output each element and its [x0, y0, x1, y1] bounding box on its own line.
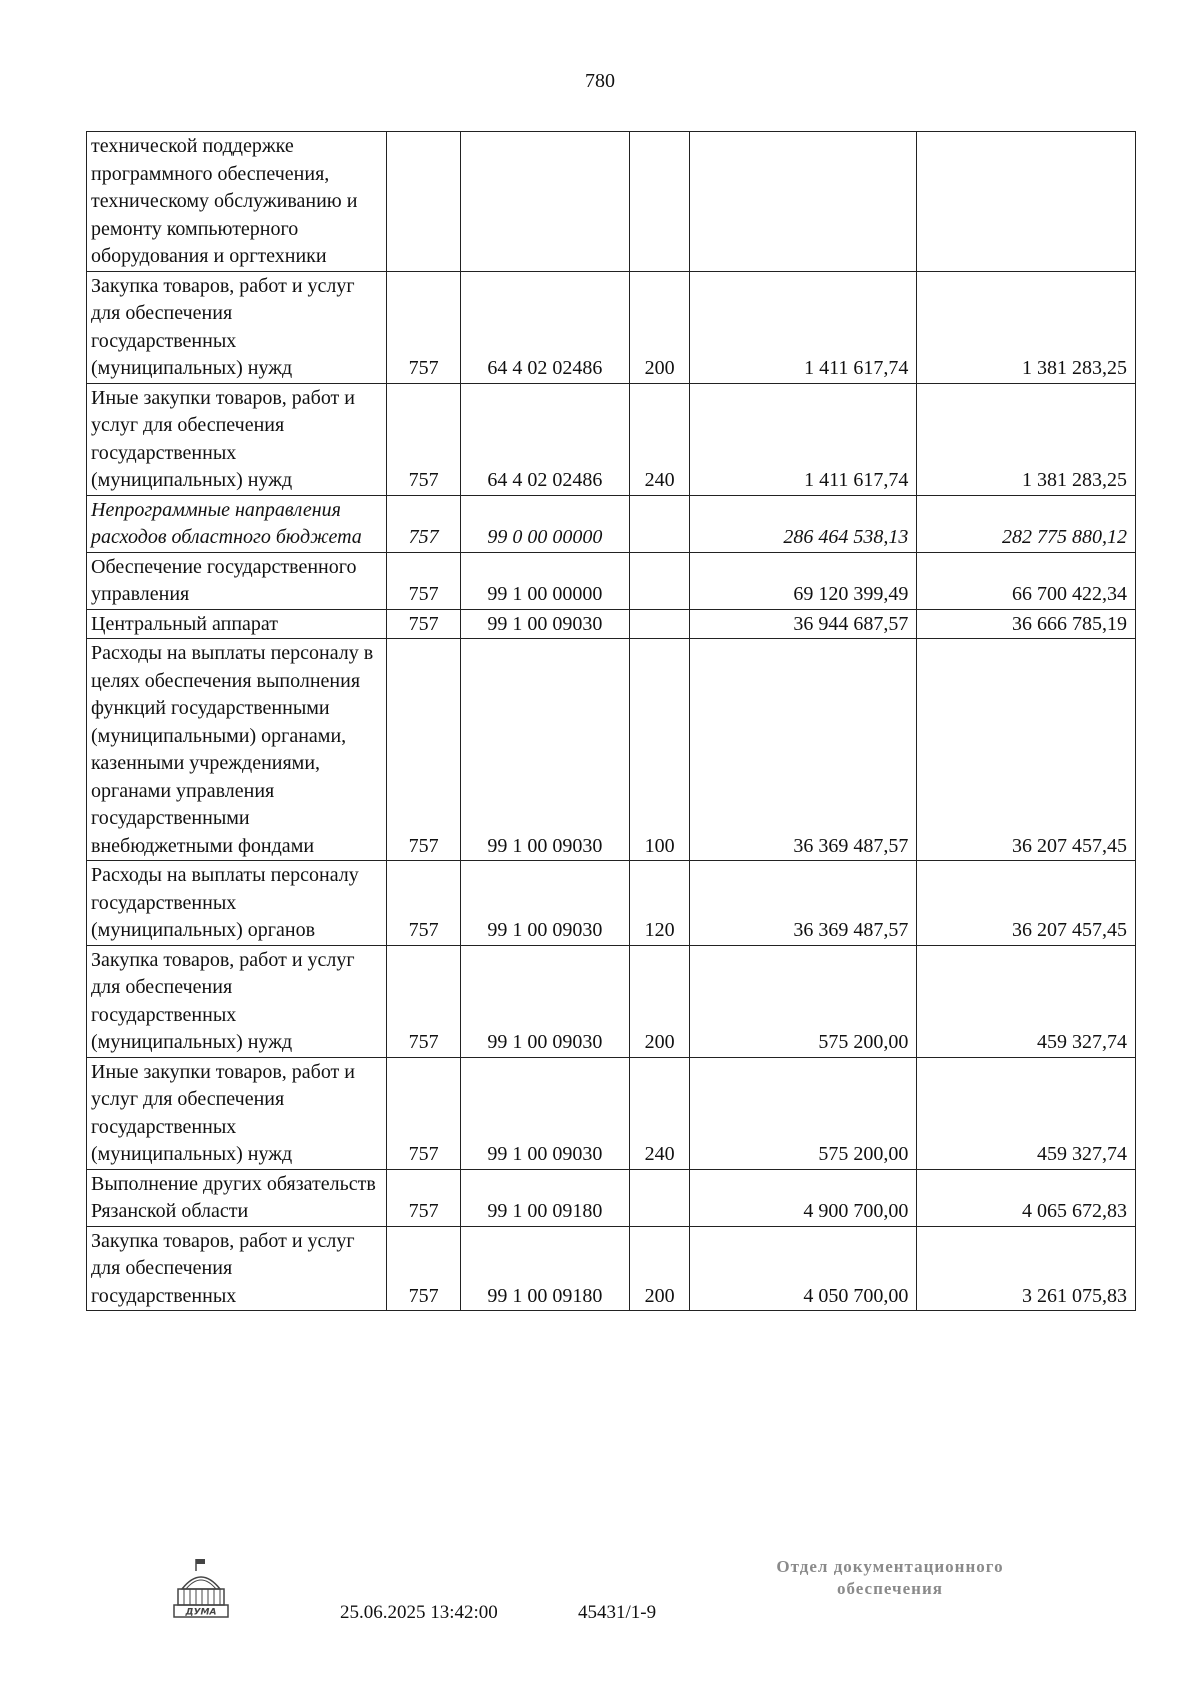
table-row [87, 132, 1136, 272]
row-sum-exec [917, 132, 1136, 272]
row-name: Непрограммные направления расходов областного бюджета [87, 495, 387, 552]
table-row [87, 383, 1136, 495]
row-vr: 240 [630, 383, 690, 495]
row-csr: 99 1 00 09030 [460, 1057, 629, 1169]
row-csr: 99 1 00 09180 [460, 1226, 629, 1311]
row-sum-plan [690, 132, 917, 272]
table-row [87, 1226, 1136, 1311]
row-sum-plan: 4 900 700,00 [690, 1169, 917, 1226]
budget-table [86, 131, 1136, 1311]
row-ved: 757 [387, 383, 460, 495]
table-row [87, 495, 1136, 552]
row-sum-plan: 575 200,00 [690, 1057, 917, 1169]
row-sum-exec: 3 261 075,83 [917, 1226, 1136, 1311]
department-stamp [750, 1556, 1030, 1600]
row-vr [630, 609, 690, 639]
row-name: Иные закупки товаров, работ и услуг для обеспечения государственных (муниципальных) нужд [87, 383, 387, 495]
row-sum-plan: 36 369 487,57 [690, 861, 917, 946]
row-csr: 99 1 00 09030 [460, 945, 629, 1057]
row-csr: 99 1 00 00000 [460, 552, 629, 609]
row-vr: 100 [630, 639, 690, 861]
row-sum-exec: 459 327,74 [917, 945, 1136, 1057]
row-vr [630, 495, 690, 552]
table-row [87, 639, 1136, 861]
row-name: Расходы на выплаты персоналу государственных (муниципальных) органов [87, 861, 387, 946]
row-sum-plan: 4 050 700,00 [690, 1226, 917, 1311]
row-sum-plan: 36 369 487,57 [690, 639, 917, 861]
row-name: Закупка товаров, работ и услуг для обеспечения государственных [87, 1226, 387, 1311]
row-csr: 64 4 02 02486 [460, 271, 629, 383]
row-vr: 200 [630, 1226, 690, 1311]
row-sum-plan: 69 120 399,49 [690, 552, 917, 609]
row-csr: 99 1 00 09030 [460, 639, 629, 861]
row-csr [460, 132, 629, 272]
row-ved: 757 [387, 1226, 460, 1311]
row-vr: 200 [630, 945, 690, 1057]
row-sum-plan: 36 944 687,57 [690, 609, 917, 639]
row-ved: 757 [387, 945, 460, 1057]
stamp-line-2: обеспечения [837, 1579, 943, 1598]
row-vr [630, 552, 690, 609]
row-sum-plan: 575 200,00 [690, 945, 917, 1057]
row-ved: 757 [387, 861, 460, 946]
row-name: Центральный аппарат [87, 609, 387, 639]
row-name: технической поддержке программного обеспечения, техническому обслуживанию и ремонту компьютерного оборудования и оргтехники [87, 132, 387, 272]
row-ved: 757 [387, 639, 460, 861]
row-sum-exec: 36 207 457,45 [917, 861, 1136, 946]
duma-emblem-icon [170, 1557, 232, 1619]
stamp-line-1: Отдел документационного [776, 1557, 1004, 1576]
row-name: Закупка товаров, работ и услуг для обеспечения государственных (муниципальных) нужд [87, 945, 387, 1057]
table-row [87, 1169, 1136, 1226]
row-csr: 99 1 00 09030 [460, 609, 629, 639]
table-row [87, 552, 1136, 609]
row-sum-exec: 1 381 283,25 [917, 271, 1136, 383]
row-sum-plan: 1 411 617,74 [690, 271, 917, 383]
row-sum-exec: 459 327,74 [917, 1057, 1136, 1169]
row-csr: 99 1 00 09030 [460, 861, 629, 946]
row-name: Иные закупки товаров, работ и услуг для обеспечения государственных (муниципальных) нужд [87, 1057, 387, 1169]
row-sum-plan: 286 464 538,13 [690, 495, 917, 552]
row-vr [630, 1169, 690, 1226]
row-vr [630, 132, 690, 272]
table-body [87, 132, 1136, 1311]
row-ved: 757 [387, 495, 460, 552]
row-csr: 99 0 00 00000 [460, 495, 629, 552]
row-name: Расходы на выплаты персоналу в целях обеспечения выполнения функций государственными (муниципальными) органами, казенными учреждениями, органами управления государственными внебюджетными фондами [87, 639, 387, 861]
row-vr: 240 [630, 1057, 690, 1169]
row-ved: 757 [387, 552, 460, 609]
table-row [87, 945, 1136, 1057]
row-sum-exec: 1 381 283,25 [917, 383, 1136, 495]
table-row [87, 861, 1136, 946]
row-ved: 757 [387, 1057, 460, 1169]
emblem-label: ДУМА [185, 1607, 217, 1618]
row-name: Выполнение других обязательств Рязанской области [87, 1169, 387, 1226]
row-name: Закупка товаров, работ и услуг для обеспечения государственных (муниципальных) нужд [87, 271, 387, 383]
table-row [87, 609, 1136, 639]
table-row [87, 271, 1136, 383]
row-csr: 64 4 02 02486 [460, 383, 629, 495]
row-vr: 120 [630, 861, 690, 946]
row-csr: 99 1 00 09180 [460, 1169, 629, 1226]
row-sum-exec: 4 065 672,83 [917, 1169, 1136, 1226]
row-sum-exec: 36 666 785,19 [917, 609, 1136, 639]
row-sum-exec: 66 700 422,34 [917, 552, 1136, 609]
page-number: 780 [585, 70, 615, 92]
row-ved: 757 [387, 271, 460, 383]
row-ved [387, 132, 460, 272]
row-ved: 757 [387, 609, 460, 639]
row-vr: 200 [630, 271, 690, 383]
row-name: Обеспечение государственного управления [87, 552, 387, 609]
row-sum-plan: 1 411 617,74 [690, 383, 917, 495]
row-sum-exec: 36 207 457,45 [917, 639, 1136, 861]
footer-doc-code: 45431/1-9 [578, 1602, 657, 1623]
footer-datetime: 25.06.2025 13:42:00 [340, 1602, 498, 1623]
row-ved: 757 [387, 1169, 460, 1226]
row-sum-exec: 282 775 880,12 [917, 495, 1136, 552]
table-row [87, 1057, 1136, 1169]
